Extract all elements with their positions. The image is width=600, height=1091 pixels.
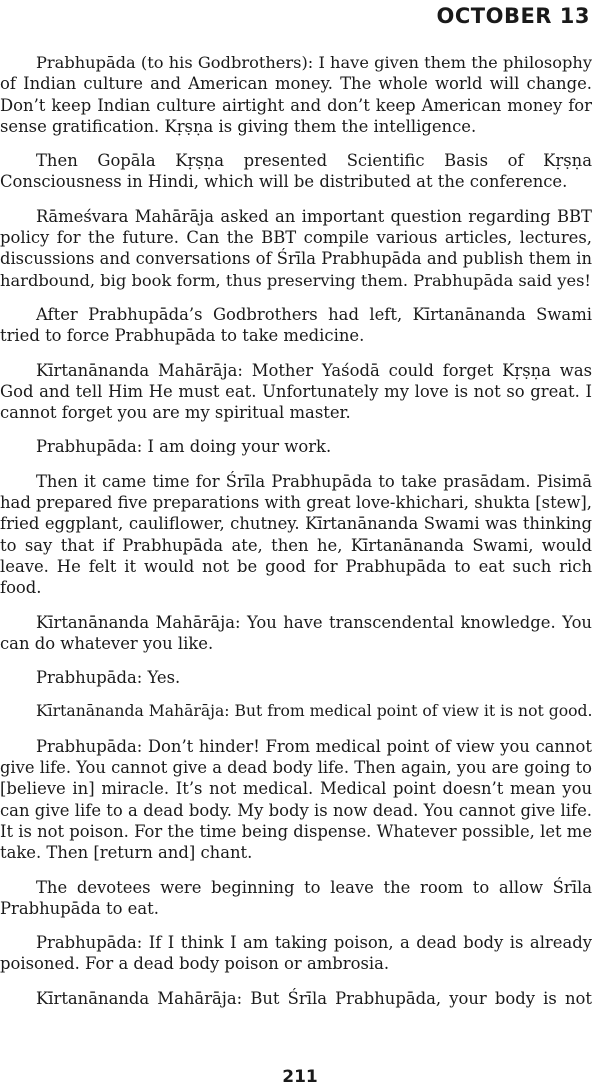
paragraph (0, 877, 592, 920)
text-line: Prabhupāda: Yes. (36, 668, 181, 688)
text-line: Kīrtanānanda Mahārāja: But Śrīla Prabhupāda, your body is not (36, 988, 592, 1008)
page-body (0, 52, 593, 1022)
paragraph (0, 360, 592, 424)
text-line: Prabhupāda: I am doing your work. (36, 437, 332, 457)
text-line: can give life to a dead body. My body is now dead. You cannot give life. (0, 800, 592, 820)
text-line: can do whatever you like. (0, 633, 214, 653)
text-line: take. Then [return and] chant. (0, 843, 253, 863)
text-line: Kīrtanānanda Mahārāja: Mother Yaśodā could forget Kṛṣṇa was (36, 360, 592, 380)
paragraph (0, 736, 592, 864)
text-line: Then it came time for Śrīla Prabhupāda to take prasādam. Pisimā (36, 471, 592, 491)
paragraph (36, 701, 592, 722)
text-line: Prabhupāda to eat. (0, 898, 159, 918)
text-line: policy for the future. Can the BBT compile various articles, lectures, (0, 228, 592, 248)
text-line: [believe in] miracle. It’s not medical. Medical point doesn’t mean you (0, 779, 592, 799)
paragraph (36, 436, 592, 457)
paragraph (0, 471, 592, 599)
text-line: Don’t keep Indian culture airtight and don’t keep American money for (0, 95, 592, 115)
paragraph (36, 988, 592, 1009)
text-line: poisoned. For a dead body poison or ambrosia. (0, 954, 390, 974)
text-line: Rāmeśvara Mahārāja asked an important question regarding BBT (36, 206, 592, 226)
text-line: discussions and conversations of Śrīla Prabhupāda and publish them in (0, 249, 592, 269)
text-line: fried eggplant, cauliflower, chutney. Kīrtanānanda Swami was thinking (0, 514, 592, 534)
paragraph (0, 932, 592, 975)
text-line: tried to force Prabhupāda to take medicine. (0, 326, 365, 346)
text-line: Prabhupāda: Don’t hinder! From medical point of view you cannot (36, 736, 592, 756)
text-line: Then Gopāla Kṛṣṇa presented Scientific Basis of Kṛṣṇa (36, 151, 592, 171)
text-line: leave. He felt it would not be good for Prabhupāda to eat such rich (0, 556, 592, 576)
text-line: God and tell Him He must eat. Unfortunately my love is not so great. I (0, 381, 592, 401)
text-line: Prabhupāda (to his Godbrothers): I have given them the philosophy (36, 53, 592, 72)
text-line: The devotees were beginning to leave the room to allow Śrīla (36, 877, 592, 897)
page-number: 211 (282, 1067, 318, 1087)
text-line: Consciousness in Hindi, which will be distributed at the conference. (0, 172, 568, 192)
paragraph (0, 52, 592, 137)
paragraph (0, 206, 592, 291)
paragraph (0, 150, 592, 193)
text-line: It is not poison. For the time being dispense. Whatever possible, let me (0, 821, 592, 841)
text-line: Kīrtanānanda Mahārāja: You have transcendental knowledge. You (36, 612, 592, 632)
paragraph (0, 304, 592, 347)
text-line: food. (0, 578, 42, 598)
text-line: cannot forget you are my spiritual master. (0, 403, 351, 423)
text-line: Prabhupāda: If I think I am taking poison, a dead body is already (36, 933, 592, 953)
text-line: After Prabhupāda’s Godbrothers had left, Kīrtanānanda Swami (36, 304, 592, 324)
text-line: sense gratification. Kṛṣṇa is giving them the intelligence. (0, 116, 477, 136)
text-line: of Indian culture and American money. The whole world will change. (0, 74, 592, 94)
text-line: had prepared five preparations with great love-khichari, shukta [stew], (0, 493, 592, 513)
paragraph (36, 667, 592, 688)
paragraph (0, 612, 592, 655)
text-line: give life. You cannot give a dead body life. Then again, you are going to (0, 758, 592, 778)
text-line: to say that if Prabhupāda ate, then he, Kīrtanānanda Swami, would (0, 535, 592, 555)
text-line: Kīrtanānanda Mahārāja: But from medical point of view it is not good. (36, 702, 593, 721)
running-header: OCTOBER 13 (436, 4, 590, 28)
text-line: hardbound, big book form, thus preserving them. Prabhupāda said yes! (0, 270, 591, 290)
